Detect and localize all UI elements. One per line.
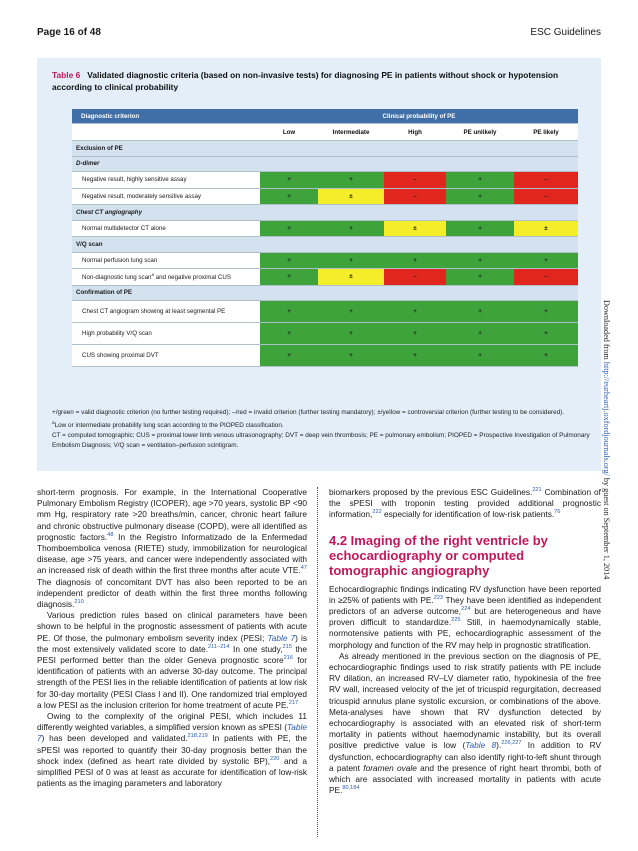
- criterion-cell: +: [514, 301, 578, 323]
- criterion-cell: +: [318, 323, 384, 345]
- criterion-cell: +: [446, 220, 514, 237]
- criterion-cell: +: [260, 172, 318, 189]
- criterion-name: CUS showing proximal DVT: [72, 345, 260, 367]
- criterion-name: Normal perfusion lung scan: [72, 252, 260, 269]
- criterion-cell: –: [384, 172, 446, 189]
- criterion-cell: –: [514, 269, 578, 286]
- table-link[interactable]: Table 7: [267, 632, 296, 643]
- table-row: [72, 323, 578, 345]
- criterion-name: Normal multidetector CT alone: [72, 220, 260, 237]
- criterion-cell: +: [514, 323, 578, 345]
- table-label: Table 6: [52, 70, 81, 80]
- criterion-cell: +: [260, 345, 318, 367]
- page-number: Page 16 of 48: [37, 27, 101, 38]
- criterion-cell: +: [318, 220, 384, 237]
- criterion-cell: +: [384, 345, 446, 367]
- criterion-cell: +: [260, 301, 318, 323]
- criterion-name: Negative result, moderately sensitive assay: [72, 188, 260, 205]
- table-link[interactable]: Table 7: [37, 722, 307, 744]
- download-note: Downloaded from http://eurheartj.oxfordjournals.org/ by guest on September 1, 2014: [602, 300, 611, 580]
- section-row: [72, 141, 578, 157]
- subheader-pe-unlikely: PE unlikely: [446, 124, 514, 141]
- paragraph: Various prediction rules based on clinical parameters have been shown to be helpful in the prognostic assessment of patients with acute PE. Of those, the pulmonary embolism severity index (PESI; Table 7) is the most extensively validated score to date.$^{211-214}$ In one study,$^{215}$ the PESI performed better than the older Geneva prognostic score$^{216}$ for identification of patients with an adverse 30-day outcome. The principal strength of the PESI lies in the reliable identification of patients at low risk for 30-day mortality (PESI Class I and II). One randomized trial employed a low PESI as the inclusion criterion for home treatment of acute PE.$^{217}$: [37, 610, 307, 710]
- criterion-cell: +: [446, 323, 514, 345]
- table-row: [72, 220, 578, 237]
- paragraph: Echocardiographic findings indicating RV dysfunction have been reported in ≥25% of patients with PE.$^{223}$ They have been identified as independent predictors of an adverse outcome,$^{224}$ but are heterogeneous and have proven difficult to standardize.$^{225}$ Still, in haemodynamically stable, normotensive patients with PE, echocardiographic assessment of the morphology and function of the RV may help in prognostic stratification.: [329, 583, 602, 650]
- table-legend: [52, 408, 592, 450]
- criterion-cell: +: [446, 172, 514, 189]
- table-title: Validated diagnostic criteria (based on non-invasive tests) for diagnosing PE in patients without shock or hypotension according to clinical probability: [52, 70, 559, 92]
- criterion-cell: +: [318, 172, 384, 189]
- paragraph: short-term prognosis. For example, in the International Cooperative Pulmonary Embolism Registry (ICOPER), age >70 years, systolic BP <90 mm Hg, respiratory rate >20 breaths/min, cancer, chronic heart failure and chronic obstructive pulmonary disease (COPD), were all identified as prognostic factors.$^{48}$ In the Registro Informatizado de la Enfermedad Thomboembolica venosa (RIETE) study, immobilization for neurological disease, age >75 years, and cancer were independently associated with an increased risk of death within the first three months after acute VTE.$^{47}$ The diagnosis of concomitant DVT has also been reported to be an independent predictor of death within the first three months following diagnosis.$^{210}$: [37, 487, 308, 610]
- criterion-cell: –: [384, 269, 446, 286]
- section-row: [72, 156, 578, 172]
- journal-link[interactable]: http://eurheartj.oxfordjournals.org/: [602, 361, 611, 476]
- subheader-blank: [72, 124, 260, 141]
- criterion-cell: +: [318, 345, 384, 367]
- criterion-name: High probability V/Q scan: [72, 323, 260, 345]
- left-column: [37, 487, 307, 789]
- criterion-cell: +: [514, 345, 578, 367]
- subheader-high: High: [384, 124, 446, 141]
- table-row: [72, 345, 578, 367]
- criterion-cell: +: [384, 301, 446, 323]
- criterion-cell: +: [446, 252, 514, 269]
- table-row: [72, 301, 578, 323]
- subheader-row: [72, 124, 578, 141]
- subheader-pe-likely: PE likely: [514, 124, 578, 141]
- criterion-cell: ±: [514, 220, 578, 237]
- criterion-cell: ±: [384, 220, 446, 237]
- section-heading: 4.2 Imaging of the right ventricle by echocardiography or computed tomographic angiography: [329, 532, 548, 578]
- section-title: V/Q scan: [72, 237, 578, 253]
- table-row: [72, 188, 578, 205]
- legend-line: +/green = valid diagnostic criterion (no further testing required); –/red = invalid criterion (further testing mandatory); ±/yellow = controversial criterion (further testing to be considered).: [52, 409, 565, 416]
- criterion-cell: +: [260, 252, 318, 269]
- criterion-cell: +: [384, 252, 446, 269]
- criterion-cell: –: [514, 188, 578, 205]
- section-title: Exclusion of PE: [72, 141, 578, 157]
- legend-line: $^a$Low or intermediate probability lung scan according to the PIOPED classification.: [52, 419, 284, 429]
- criterion-cell: ±: [318, 269, 384, 286]
- criterion-cell: –: [384, 188, 446, 205]
- criterion-cell: +: [260, 220, 318, 237]
- paragraph: biomarkers proposed by the previous ESC Guidelines.$^{221}$ Combination of the sPESI with troponin testing provided additional prognostic information,$^{222}$ especially for identification of low-risk patients.$^{76}$: [329, 487, 601, 520]
- section-row: [72, 237, 578, 253]
- section-title: D-dimer: [72, 156, 578, 172]
- criterion-cell: ±: [318, 188, 384, 205]
- col-criterion-header: Diagnostic criterion: [72, 109, 260, 124]
- section-row: [72, 205, 578, 221]
- legend-line: CT = computed tomographic; CUS = proximal lower limb venous ultrasonography; DVT = deep vein thrombosis; PE = pulmonary embolism; PIOPED = Prospective Investigation of Pulmonary Embolism Diagnosis; V/Q scan = ventilation–perfusion scintigram.: [52, 431, 590, 449]
- table-row: [72, 269, 578, 286]
- col-probability-header: Clinical probability of PE: [260, 109, 578, 124]
- right-column: [329, 487, 601, 796]
- criterion-cell: +: [446, 269, 514, 286]
- criterion-cell: +: [318, 301, 384, 323]
- section-row: [72, 285, 578, 301]
- criterion-name: Non-diagnostic lung scan$^a$ and negative proximal CUS: [72, 269, 260, 286]
- section-title: Confirmation of PE: [72, 285, 578, 301]
- page-header: [37, 27, 601, 41]
- subheader-low: Low: [260, 124, 318, 141]
- paragraph: As already mentioned in the previous section on the diagnosis of PE, echocardiographic findings used to risk stratify patients with PE include RV dilation, an increased RV–LV diameter ratio, hypokinesia of the free RV wall, increased velocity of the jet of tricuspid regurgitation, decreased tricuspid annulus plane systolic excursion, or combinations of the above. Meta-analyses have shown that RV dysfunction detected by echocardiography is associated with an elevated risk of short-term mortality in patients without haemodynamic instability, but its overall positive predictive value is low (Table 8).$^{226,227}$ In addition to RV dysfunction, echocardiography can also identify right-to-left shunt through a patent foramen ovale and the presence of right heart thrombi, both of which are associated with increased mortality in patients with acute PE.$^{80,184}$: [329, 650, 602, 796]
- criterion-cell: +: [446, 345, 514, 367]
- criterion-cell: +: [260, 188, 318, 205]
- table-link[interactable]: Table 8: [465, 740, 497, 751]
- paragraph: Owing to the complexity of the original PESI, which includes 11 differently weighted variables, a simplified version known as sPESI (Table 7) has been developed and validated.$^{218,219}$ In patients with PE, the sPESI was reported to quantify their 30-day prognosis better than the shock index (defined as heart rate divided by systolic BP),$^{220}$ and a simplified PESI of 0 was at least as accurate for identification of low-risk patients as the imaging parameters and laboratory: [37, 711, 307, 789]
- subheader-intermediate: Intermediate: [318, 124, 384, 141]
- table-row: [72, 252, 578, 269]
- criterion-cell: –: [514, 172, 578, 189]
- criterion-name: Chest CT angiogram showing at least segmental PE: [72, 301, 260, 323]
- criterion-cell: +: [260, 269, 318, 286]
- table-panel: [37, 58, 601, 471]
- criteria-body: [72, 141, 578, 367]
- section-title: Chest CT angiography: [72, 205, 578, 221]
- table-caption: [52, 69, 592, 93]
- legend-sup: a: [52, 419, 55, 425]
- journal-name: ESC Guidelines: [530, 27, 601, 38]
- criterion-cell: +: [514, 252, 578, 269]
- column-divider: [317, 487, 318, 837]
- criterion-cell: +: [260, 323, 318, 345]
- table-row: [72, 172, 578, 189]
- criterion-cell: +: [318, 252, 384, 269]
- criteria-table: [72, 109, 578, 367]
- criterion-name: Negative result, highly sensitive assay: [72, 172, 260, 189]
- criterion-cell: +: [384, 323, 446, 345]
- criterion-cell: +: [446, 188, 514, 205]
- criterion-cell: +: [446, 301, 514, 323]
